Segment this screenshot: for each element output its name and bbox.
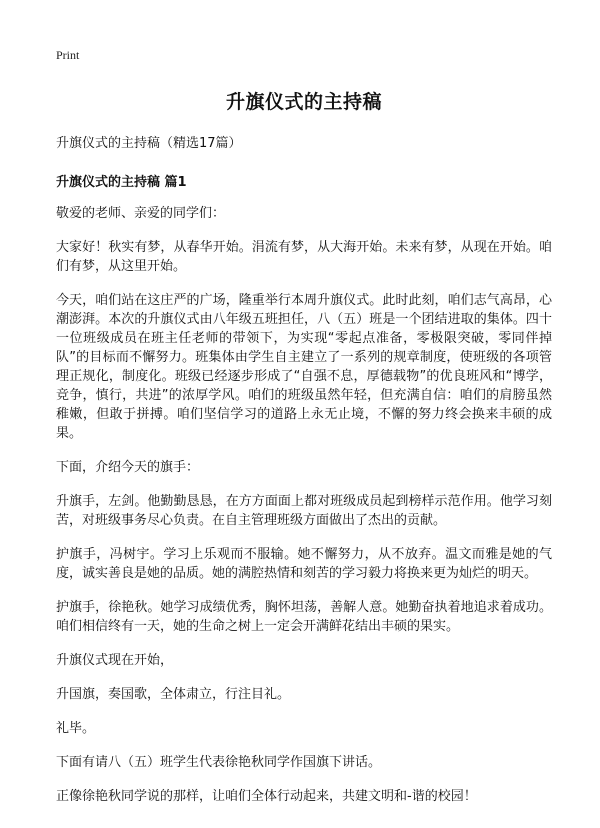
paragraph-ceremony-start: 升旗仪式现在开始， xyxy=(56,653,174,668)
paragraph-anthem: 升国旗，奏国歌，全体肃立，行注目礼。 xyxy=(56,687,291,702)
print-link[interactable]: Print xyxy=(56,48,80,62)
paragraph-flag-bearers-intro: 下面，介绍今天的旗手： xyxy=(56,460,200,475)
paragraph-opening: 大家好！秋实有梦，从春华开始。涓流有梦，从大海开始。未来有梦，从现在开始。咱们有梦，从这里开始。 xyxy=(56,240,552,274)
paragraph-salute-end: 礼毕。 xyxy=(56,721,96,736)
document-subtitle: 升旗仪式的主持稿（精选17篇） xyxy=(56,136,242,151)
page-title: 升旗仪式的主持稿 xyxy=(225,91,382,113)
paragraph-greeting: 敬爱的老师、亲爱的同学们： xyxy=(56,206,226,221)
paragraph-flag-guard-1: 护旗手，冯树宇。学习上乐观而不服输。她不懈努力，从不放弃。温文而雅是她的气度，诚实善良是她的品质。她的满腔热情和刻苦的学习毅力将换来更为灿烂的明天。 xyxy=(56,547,552,581)
paragraph-speech-intro: 下面有请八（五）班学生代表徐艳秋同学作国旗下讲话。 xyxy=(56,755,382,770)
paragraph-class-intro: 今天，咱们站在这庄严的广场，隆重举行本周升旗仪式。此时此刻，咱们志气高昂，心潮澎湃。本次的升旗仪式由八年级五班担任，八（五）班是一个团结进取的集体。四十一位班级成员在班主任老师的带领下，为实现“零起点准备，零极限突破，零同伴掉队”的目标而不懈努力。班集体由学生自主建立了一系列的规章制度，使班级的各项管理正规化，制度化。班级已经逐步形成了“自强不息，厚德载物”的优良班风和“博学，竞争，慎行，共进”的浓厚学风。咱们的班级虽然年轻，但充满自信：咱们的肩膀虽然稚嫩，但敢于拼搏。咱们坚信学习的道路上永无止境，不懈的努力终会换来丰硕的成果。 xyxy=(56,293,552,441)
paragraph-closing: 正像徐艳秋同学说的那样，让咱们全体行动起来，共建文明和-谐的校园！ xyxy=(56,789,477,804)
paragraph-flag-guard-2: 护旗手，徐艳秋。她学习成绩优秀，胸怀坦荡，善解人意。她勤奋执着地追求着成功。咱们相信终有一天，她的生命之树上一定会开满鲜花结出丰硕的果实。 xyxy=(56,600,552,634)
section-heading: 升旗仪式的主持稿 篇1 xyxy=(56,175,187,190)
paragraph-flag-raiser: 升旗手，左剑。他勤勤恳恳，在方方面面上都对班级成员起到榜样示范作用。他学习刻苦，对班级事务尽心负责。在自主管理班级方面做出了杰出的贡献。 xyxy=(56,494,552,528)
